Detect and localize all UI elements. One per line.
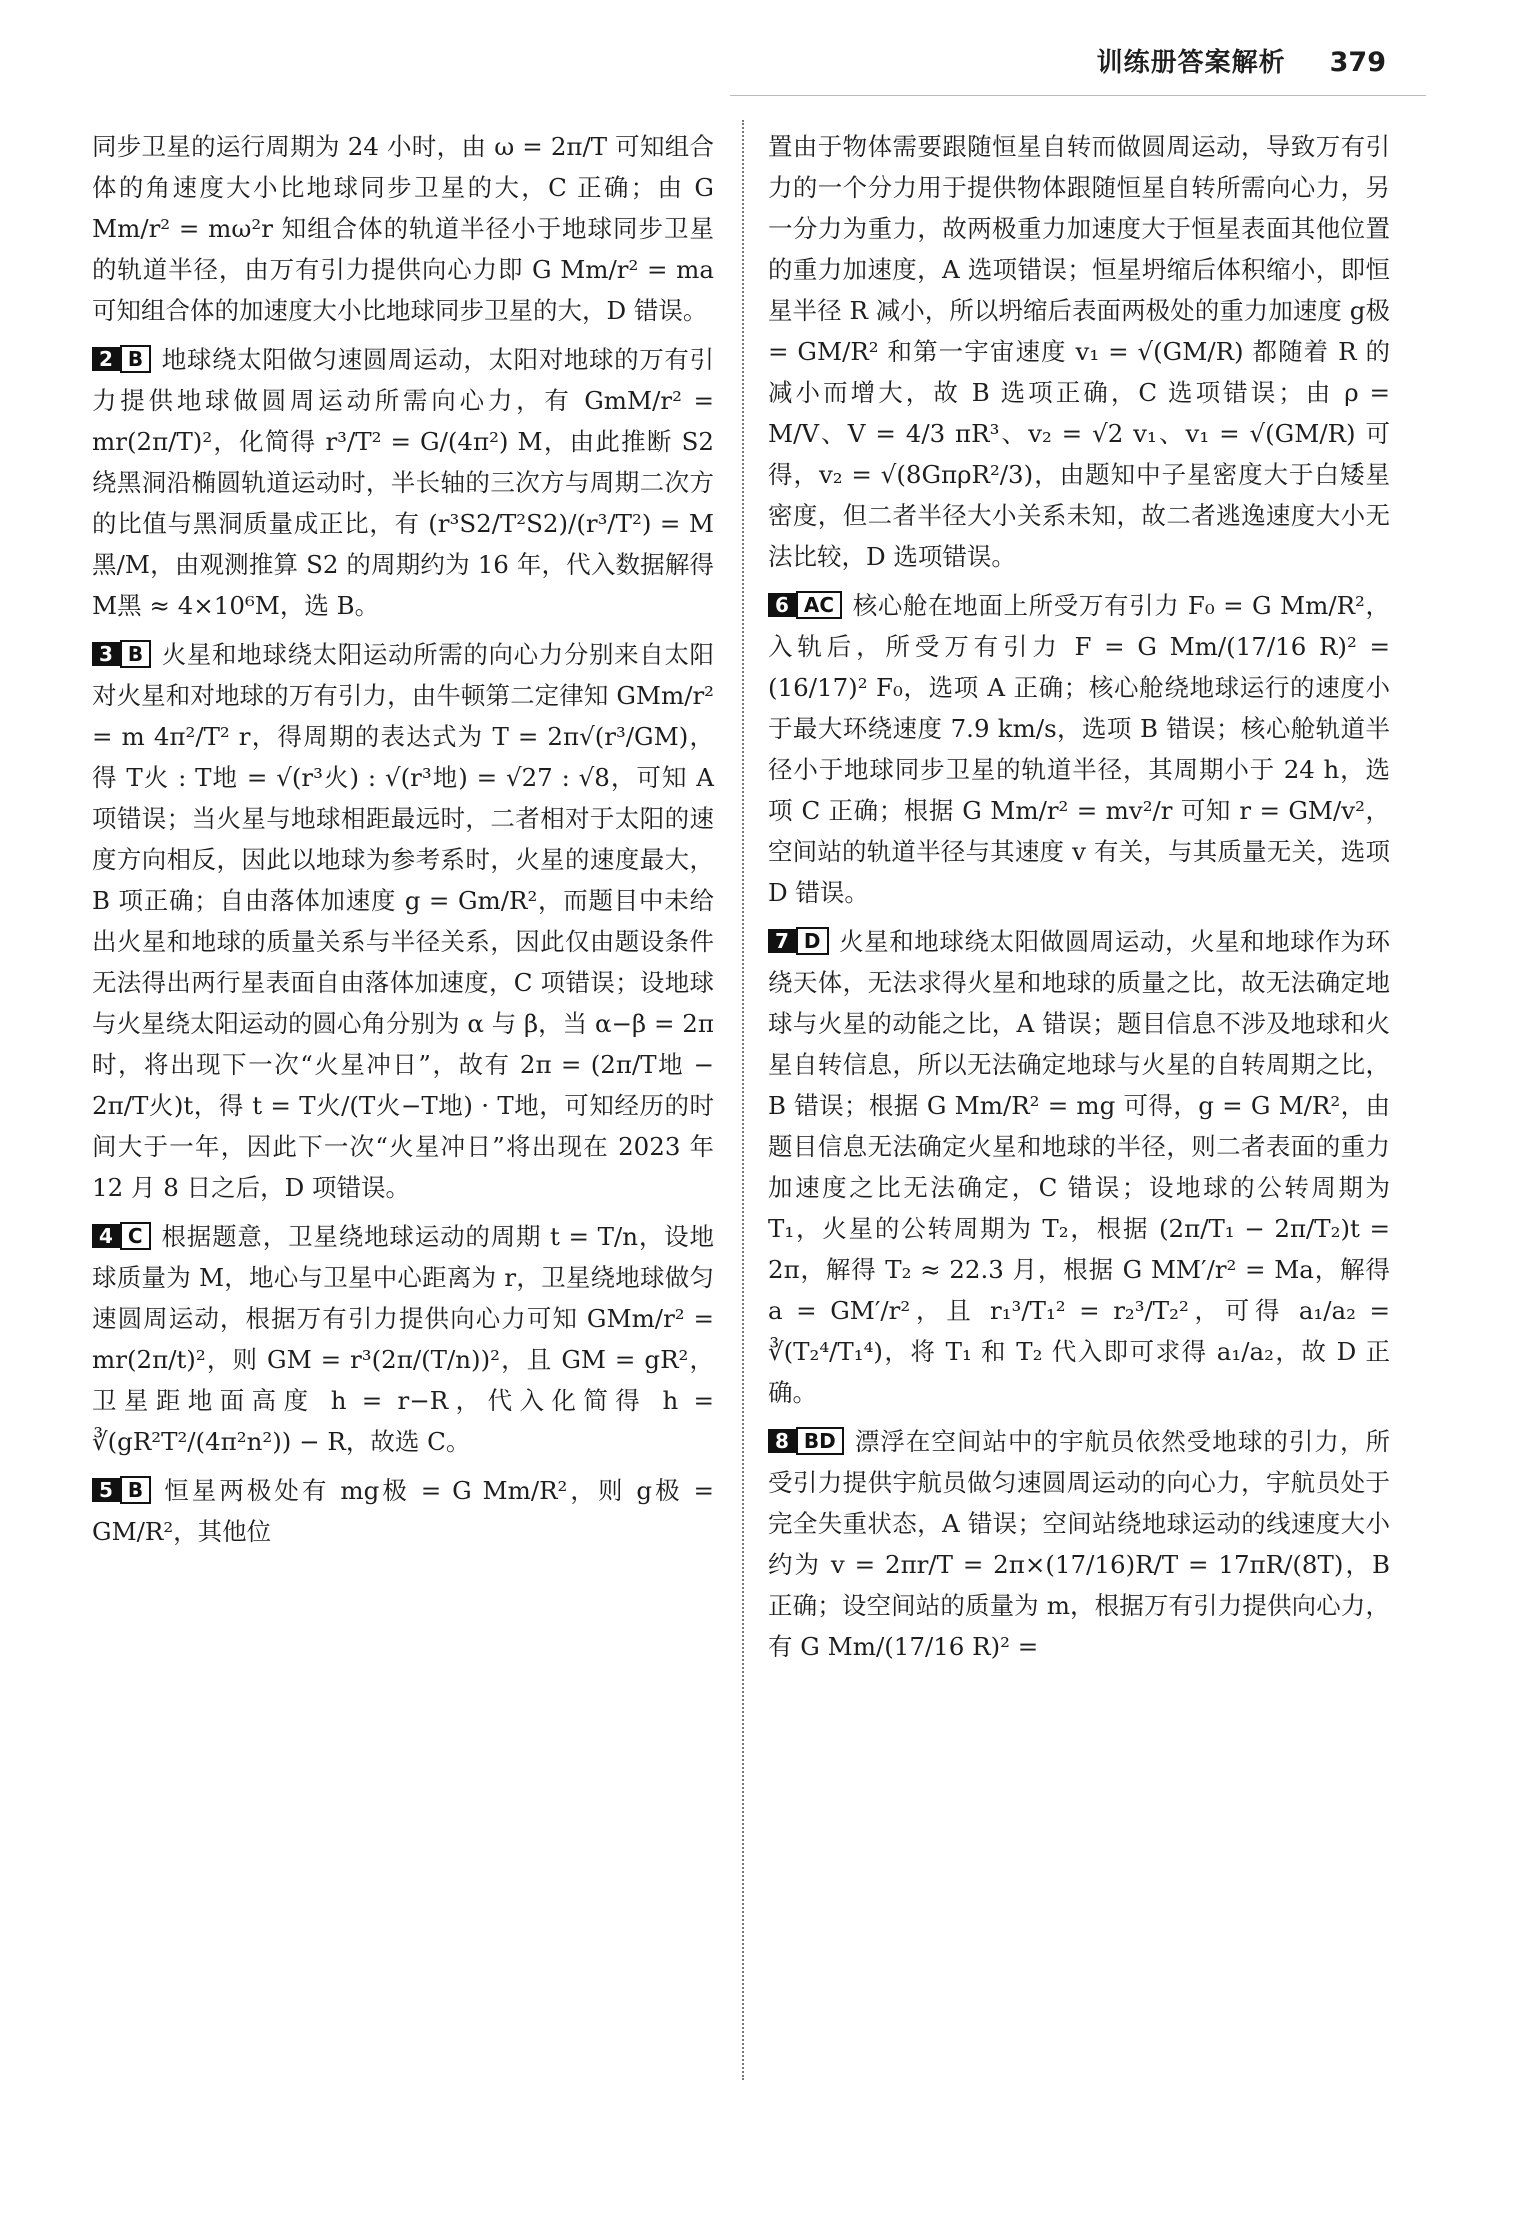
header-rule: [730, 95, 1426, 96]
answer-item-2: 2 B 地球绕太阳做匀速圆周运动，太阳对地球的万有引力提供地球做圆周运动所需向心力，有 GmM/r² = mr(2π/T)²，化简得 r³/T² = G/(4π²) M，由此推断 S2 绕黑洞沿椭圆轨道运动时，半长轴的三次方与周期二次方的比值与黑洞质量成正比，有 (r³S2/T²S2)/(r³/T²) = M黑/M，由观测推算 S2 的周期约为 16 年，代入数据解得 M黑 ≈ 4×10⁶M，选 B。: [92, 345, 714, 620]
page-header: [1097, 42, 1386, 79]
answer-item-8: 8 BD 漂浮在空间站中的宇航员依然受地球的引力，所受引力提供宇航员做匀速圆周运动的向心力，宇航员处于完全失重状态，A 错误；空间站绕地球运动的线速度大小约为 v = 2πr/T = 2π×(17/16)R/T = 17πR/(8T)，B 正确；设空间站的质量为 m，根据万有引力提供向心力，有 G Mm/(17/16 R)² =: [768, 1427, 1390, 1661]
answer-badge: 3 B: [92, 640, 151, 668]
header-title: 训练册答案解析: [1096, 48, 1286, 78]
answer-badge: 4 C: [92, 1222, 151, 1250]
answer-badge: 7 D: [768, 927, 829, 955]
answer-badge: 8 BD: [768, 1427, 844, 1455]
answer-item-5: 5 B 恒星两极处有 mg极 = G Mm/R²，则 g极 = GM/R²，其他位: [92, 1476, 714, 1546]
answer-item-3: 3 B 火星和地球绕太阳运动所需的向心力分别来自太阳对火星和对地球的万有引力，由牛顿第二定律知 GMm/r² = m 4π²/T² r，得周期的表达式为 T = 2π√(r³/GM)，得 T火 : T地 = √(r³火) : √(r³地) = √27 : √8，可知 A 项错误；当火星与地球相距最远时，二者相对于太阳的速度方向相反，因此以地球为参考系时，火星的速度最大，B 项正确；自由落体加速度 g = Gm/R²，而题目中未给出火星和地球的质量关系与半径关系，因此仅由题设条件无法得出两行星表面自由落体加速度，C 项错误；设地球与火星绕太阳运动的圆心角分别为 α 与 β，当 α−β = 2π 时，将出现下一次“火星冲日”，故有 2π = (2π/T地 − 2π/T火)t，得 t = T火/(T火−T地) · T地，可知经历的时间大于一年，因此下一次“火星冲日”将出现在 2023 年 12 月 8 日之后，D 项错误。: [92, 640, 714, 1202]
answer-badge: 2 B: [92, 345, 151, 373]
right-column: [768, 126, 1390, 1667]
answer-item-4: 4 C 根据题意，卫星绕地球运动的周期 t = T/n，设地球质量为 M，地心与卫星中心距离为 r，卫星绕地球做匀速圆周运动，根据万有引力提供向心力可知 GMm/r² = mr(2π/t)²，则 GM = r³(2π/(T/n))²，且 GM = gR²，卫星距地面高度 h = r−R，代入化简得 h = ∛(gR²T²/(4π²n²)) − R，故选 C。: [92, 1222, 714, 1456]
answer-continuation: 同步卫星的运行周期为 24 小时，由 ω = 2π/T 可知组合体的角速度大小比地球同步卫星的大，C 正确；由 G Mm/r² = mω²r 知组合体的轨道半径小于地球同步卫星的轨道半径，由万有引力提供向心力即 G Mm/r² = ma 可知组合体的加速度大小比地球同步卫星的大，D 错误。: [92, 132, 714, 325]
answer-item-6: 6 AC 核心舱在地面上所受万有引力 F₀ = G Mm/R²，入轨后，所受万有引力 F = G Mm/(17/16 R)² = (16/17)² F₀，选项 A 正确；核心舱绕地球运行的速度小于最大环绕速度 7.9 km/s，选项 B 错误；核心舱轨道半径小于地球同步卫星的轨道半径，其周期小于 24 h，选项 C 正确；根据 G Mm/r² = mv²/r 可知 r = GM/v²，空间站的轨道半径与其速度 v 有关，与其质量无关，选项 D 错误。: [768, 591, 1390, 907]
column-divider: [742, 120, 744, 2080]
answer-badge: 6 AC: [768, 591, 842, 619]
answer-item-5-continued: 置由于物体需要跟随恒星自转而做圆周运动，导致万有引力的一个分力用于提供物体跟随恒星自转所需向心力，另一分力为重力，故两极重力加速度大于恒星表面其他位置的重力加速度，A 选项错误；恒星坍缩后体积缩小，即恒星半径 R 减小，所以坍缩后表面两极处的重力加速度 g极 = GM/R² 和第一宇宙速度 v₁ = √(GM/R) 都随着 R 的减小而增大，故 B 选项正确，C 选项错误；由 ρ = M/V、V = 4/3 πR³、v₂ = √2 v₁、v₁ = √(GM/R) 可得，v₂ = √(8GπρR²/3)，由题知中子星密度大于白矮星密度，但二者半径大小关系未知，故二者逃逸速度大小无法比较，D 选项错误。: [768, 132, 1390, 571]
answer-badge: 5 B: [92, 1476, 151, 1504]
answer-item-7: 7 D 火星和地球绕太阳做圆周运动，火星和地球作为环绕天体，无法求得火星和地球的质量之比，故无法确定地球与火星的动能之比，A 错误；题目信息不涉及地球和火星自转信息，所以无法确定地球与火星的自转周期之比，B 错误；根据 G Mm/R² = mg 可得，g = G M/R²，由题目信息无法确定火星和地球的半径，则二者表面的重力加速度之比无法确定，C 错误；设地球的公转周期为 T₁，火星的公转周期为 T₂，根据 (2π/T₁ − 2π/T₂)t = 2π，解得 T₂ ≈ 22.3 月，根据 G MM′/r² = Ma，解得 a = GM′/r²，且 r₁³/T₁² = r₂³/T₂²，可得 a₁/a₂ = ∛(T₂⁴/T₁⁴)，将 T₁ 和 T₂ 代入即可求得 a₁/a₂，故 D 正确。: [768, 927, 1390, 1407]
page-number: 379: [1329, 47, 1386, 78]
left-column: [92, 126, 714, 1552]
